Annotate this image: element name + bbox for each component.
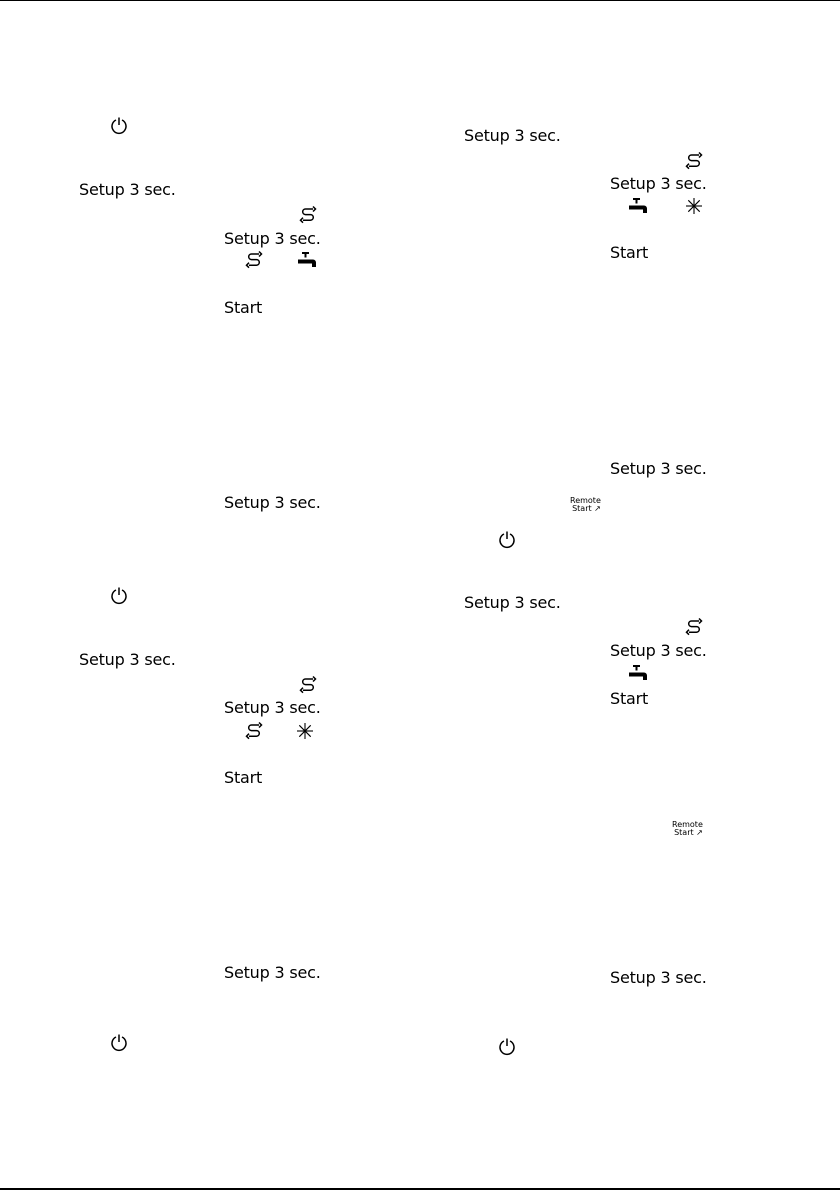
remote-start-icon: ↗ [696,828,703,838]
power-icon [109,585,129,605]
rinse-aid-icon [244,721,264,741]
water-tap-icon [628,196,648,216]
setup-label: Setup 3 sec. [610,641,707,660]
start-small-label: Start [674,828,694,838]
setup-label: Setup 3 sec. [610,174,707,193]
start-label: Start [610,689,649,708]
remote-start-icon: ↗ [594,504,601,514]
power-icon [497,1036,517,1056]
water-tap-icon [628,663,648,683]
setup-label: Setup 3 sec. [79,180,176,199]
setup-label: Setup 3 sec. [79,650,176,669]
setup-label: Setup 3 sec. [464,593,561,612]
water-tap-icon [297,250,317,270]
setup-label: Setup 3 sec. [224,493,321,512]
bottom-rule [0,1188,840,1190]
start-label: Start [610,243,649,262]
power-icon [109,1032,129,1052]
setup-label: Setup 3 sec. [464,126,561,145]
start-small-label: Start [572,504,592,514]
remote-label: Remote [570,496,601,505]
rinse-aid-icon [244,250,264,270]
rinse-aid-icon [684,617,704,637]
remote-label: Remote [672,820,703,829]
sparkle-icon [295,721,315,741]
setup-label: Setup 3 sec. [610,968,707,987]
setup-label: Setup 3 sec. [224,963,321,982]
setup-label: Setup 3 sec. [224,229,321,248]
power-icon [109,115,129,135]
power-icon [497,529,517,549]
rinse-aid-icon [298,675,318,695]
start-label: Start [224,298,263,317]
remote-start-label [570,497,601,514]
rinse-aid-icon [684,151,704,171]
start-label: Start [224,768,263,787]
sparkle-icon [684,196,704,216]
setup-label: Setup 3 sec. [224,698,321,717]
rinse-aid-icon [298,205,318,225]
top-rule [0,0,840,1]
setup-label: Setup 3 sec. [610,459,707,478]
remote-start-label [672,821,703,838]
